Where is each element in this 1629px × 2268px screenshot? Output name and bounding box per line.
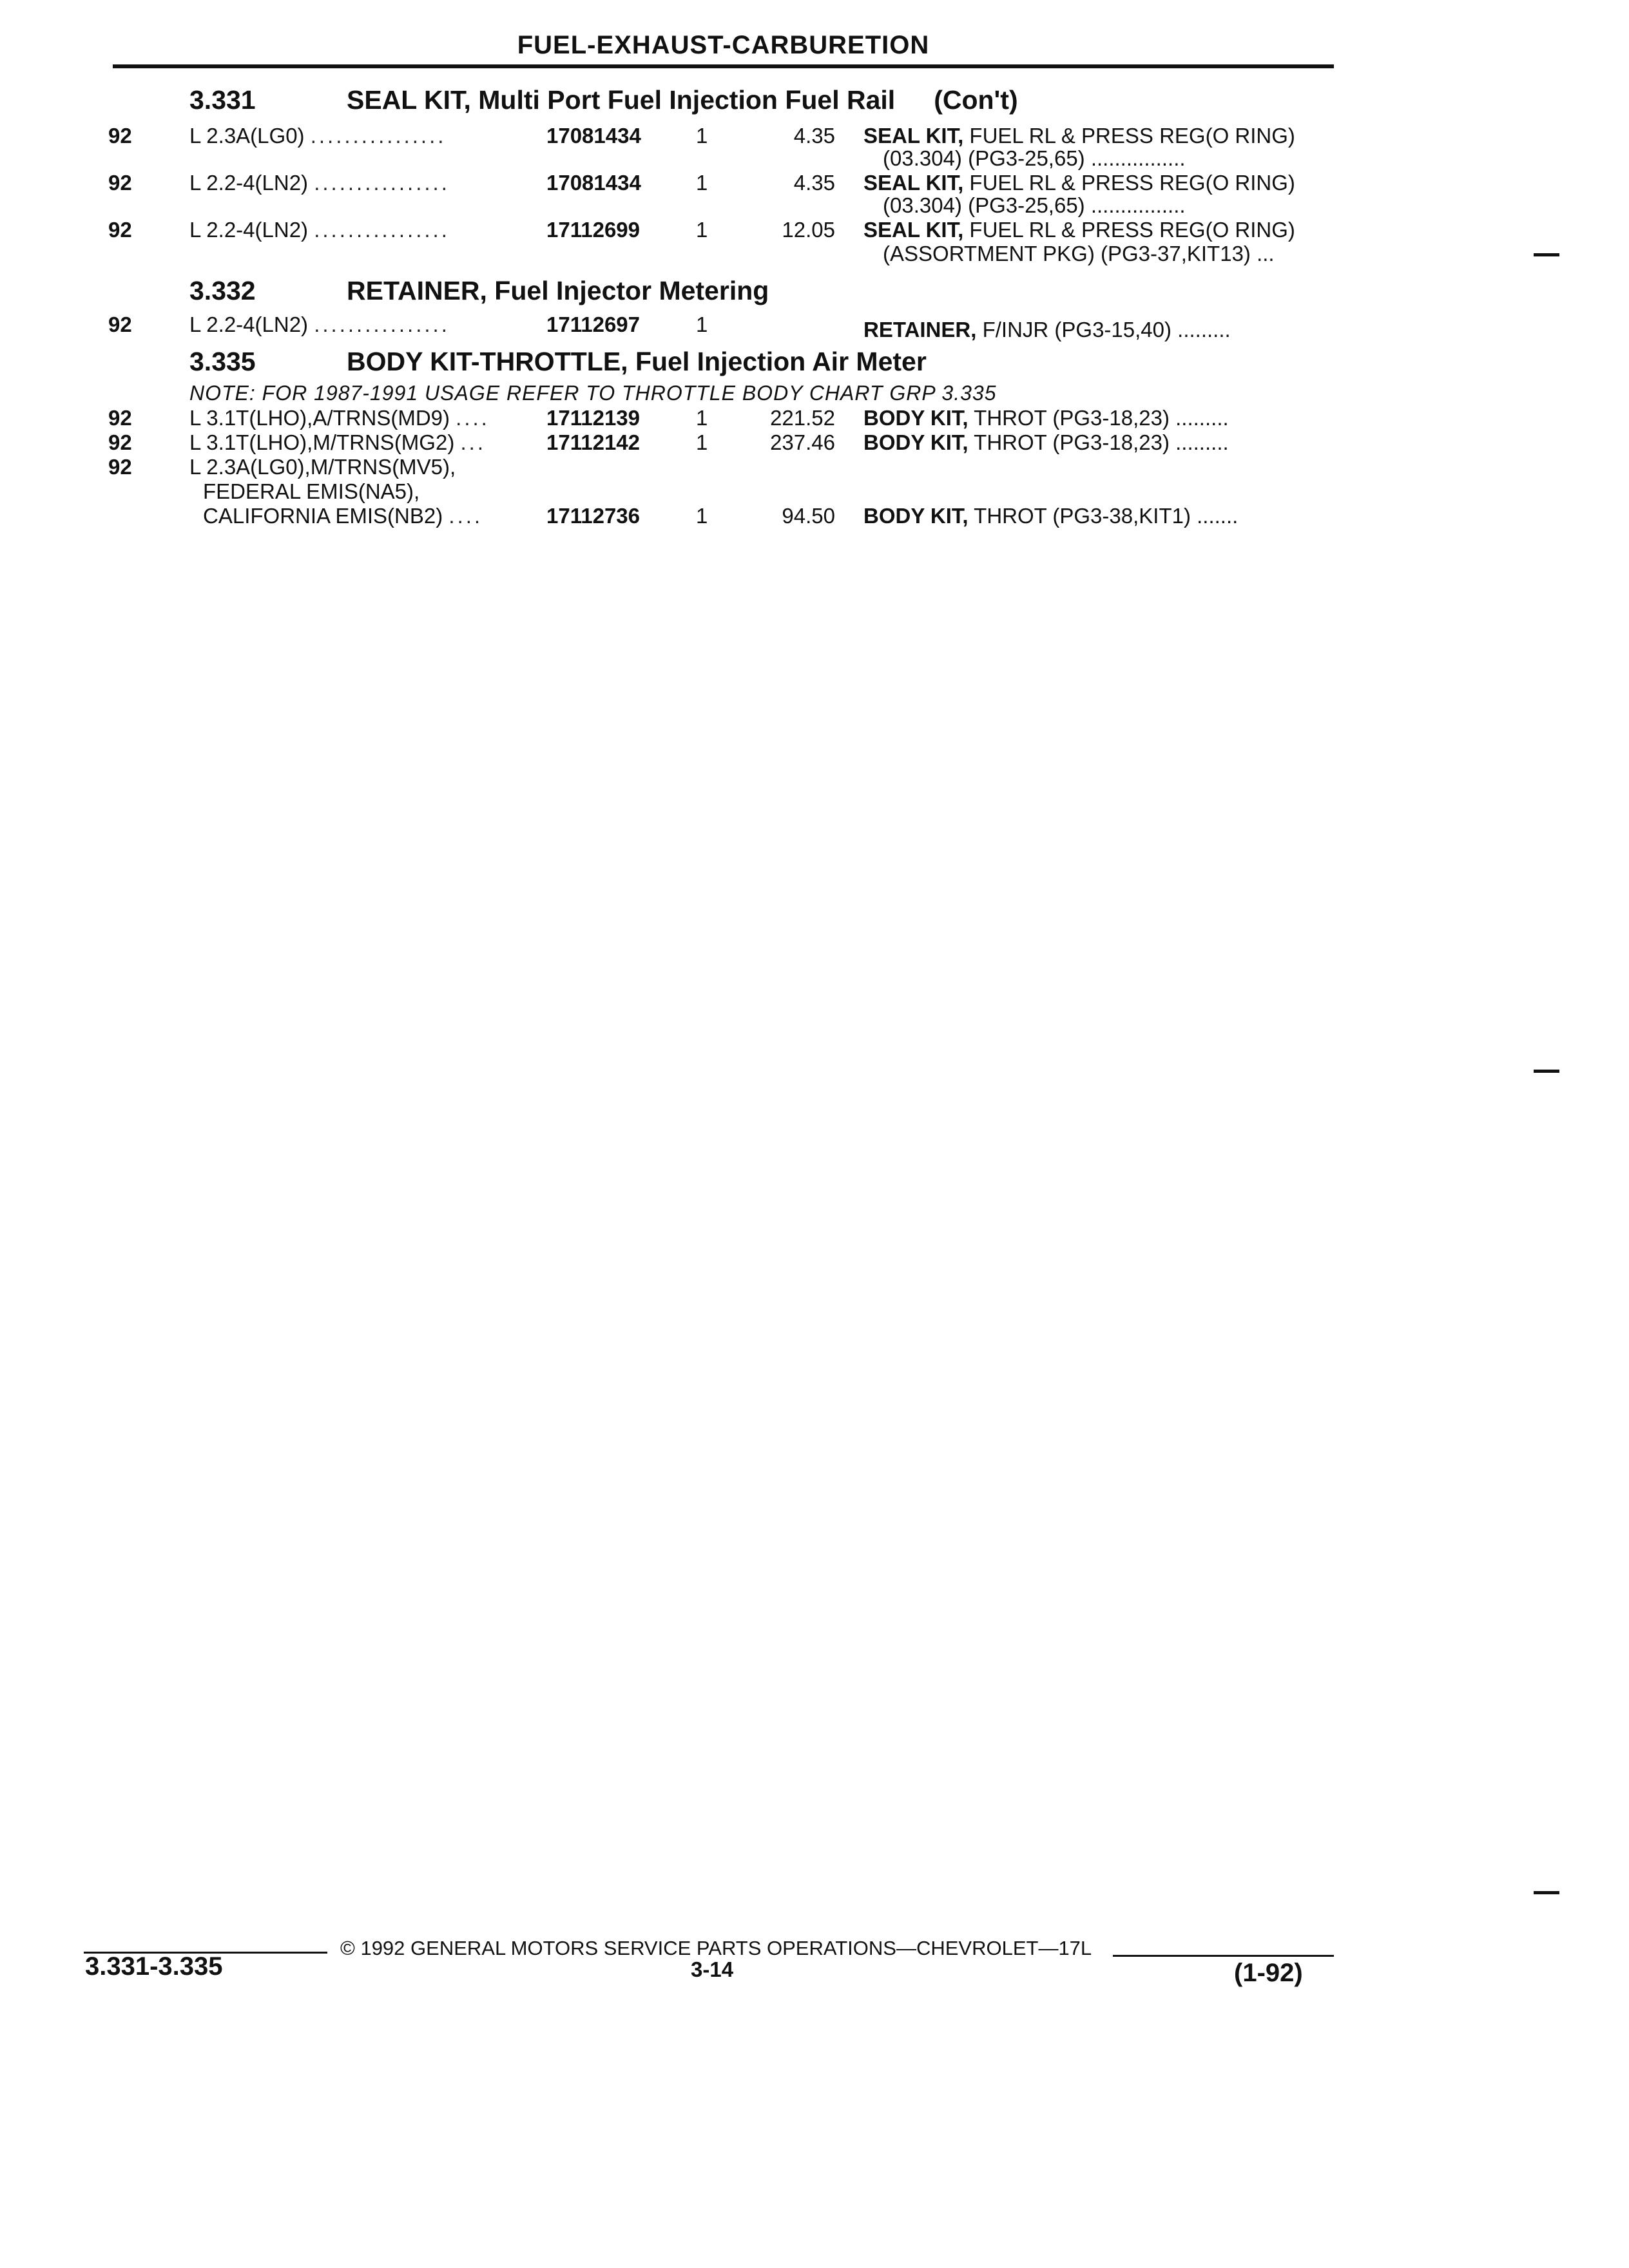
part-number: 17112736 xyxy=(546,504,641,528)
description: BODY KIT, THROT (PG3-18,23) ......... xyxy=(863,406,1229,430)
footer-date: (1-92) xyxy=(1234,1959,1303,1987)
price: 4.35 xyxy=(793,124,835,148)
section-number: 3.335 xyxy=(189,347,256,376)
description: BODY KIT, THROT (PG3-38,KIT1) ....... xyxy=(863,504,1239,528)
model-year: 92 xyxy=(108,406,132,430)
footer-rule xyxy=(1113,1955,1334,1957)
quantity: 1 xyxy=(696,312,708,336)
part-row xyxy=(0,218,1629,244)
description: BODY KIT, THROT (PG3-18,23) ......... xyxy=(863,430,1229,454)
application: L 2.2-4(LN2) ................ xyxy=(189,218,450,242)
part-row xyxy=(0,171,1629,197)
part-number: 17112697 xyxy=(546,312,641,336)
section-title: BODY KIT-THROTTLE, Fuel Injection Air Meter xyxy=(347,347,927,376)
part-row xyxy=(0,455,1629,481)
price: 4.35 xyxy=(793,171,835,195)
model-year: 92 xyxy=(108,312,132,336)
section-title: SEAL KIT, Multi Port Fuel Injection Fuel Rail xyxy=(347,85,896,115)
part-number: 17112699 xyxy=(546,218,641,242)
margin-mark xyxy=(1534,253,1559,256)
part-row xyxy=(0,430,1629,456)
page-number: 3-14 xyxy=(691,1957,734,1981)
quantity: 1 xyxy=(696,124,708,148)
usage-note: NOTE: FOR 1987-1991 USAGE REFER TO THROTTLE BODY CHART GRP 3.335 xyxy=(189,381,997,405)
application: L 3.1T(LHO),M/TRNS(MG2) ... xyxy=(189,430,486,454)
footer-group-range: 3.331-3.335 xyxy=(85,1952,223,1981)
section-number: 3.332 xyxy=(189,276,256,305)
margin-mark xyxy=(1534,1070,1559,1073)
application: L 2.3A(LG0) ................ xyxy=(189,124,447,148)
application: L 2.2-4(LN2) ................ xyxy=(189,171,450,195)
footer-copyright: © 1992 GENERAL MOTORS SERVICE PARTS OPERATIONS—CHEVROLET—17L xyxy=(340,1937,1092,1959)
part-row xyxy=(0,406,1629,432)
model-year: 92 xyxy=(108,430,132,454)
description-continued: (03.304) (PG3-25,65) ................ xyxy=(883,193,1186,217)
description: SEAL KIT, FUEL RL & PRESS REG(O RING) xyxy=(863,171,1295,195)
model-year: 92 xyxy=(108,218,132,242)
model-year: 92 xyxy=(108,124,132,148)
application: L 2.2-4(LN2) ................ xyxy=(189,312,450,336)
part-number: 17081434 xyxy=(546,171,641,195)
part-row xyxy=(0,124,1629,149)
part-number: 17112142 xyxy=(546,430,641,454)
application-continued: FEDERAL EMIS(NA5), xyxy=(203,479,420,503)
model-year: 92 xyxy=(108,171,132,195)
price: 12.05 xyxy=(782,218,835,242)
quantity: 1 xyxy=(696,406,708,430)
section-heading xyxy=(189,347,927,377)
application: L 3.1T(LHO),A/TRNS(MD9) .... xyxy=(189,406,490,430)
description-continued: (ASSORTMENT PKG) (PG3-37,KIT13) ... xyxy=(883,242,1275,265)
price: 237.46 xyxy=(770,430,835,454)
description: SEAL KIT, FUEL RL & PRESS REG(O RING) xyxy=(863,218,1295,242)
price: 94.50 xyxy=(782,504,835,528)
part-row-continued xyxy=(0,504,1629,530)
section-heading xyxy=(189,276,769,306)
section-suffix: (Con't) xyxy=(934,85,1018,115)
price: 221.52 xyxy=(770,406,835,430)
description: RETAINER, F/INJR (PG3-15,40) ......... xyxy=(863,318,1231,341)
section-number: 3.331 xyxy=(189,85,256,115)
page-header: FUEL-EXHAUST-CARBURETION xyxy=(517,31,930,59)
section-title: RETAINER, Fuel Injector Metering xyxy=(347,276,769,305)
application-continued: CALIFORNIA EMIS(NB2) .... xyxy=(203,504,483,528)
description: SEAL KIT, FUEL RL & PRESS REG(O RING) xyxy=(863,124,1295,148)
quantity: 1 xyxy=(696,218,708,242)
part-row xyxy=(0,312,1629,341)
quantity: 1 xyxy=(696,171,708,195)
model-year: 92 xyxy=(108,455,132,479)
margin-mark xyxy=(1534,1891,1559,1894)
description-continued: (03.304) (PG3-25,65) ................ xyxy=(883,146,1186,170)
quantity: 1 xyxy=(696,430,708,454)
application: L 2.3A(LG0),M/TRNS(MV5), xyxy=(189,455,456,479)
quantity: 1 xyxy=(696,504,708,528)
header-rule xyxy=(113,64,1334,68)
part-number: 17081434 xyxy=(546,124,641,148)
section-heading xyxy=(189,85,1018,115)
part-number: 17112139 xyxy=(546,406,641,430)
